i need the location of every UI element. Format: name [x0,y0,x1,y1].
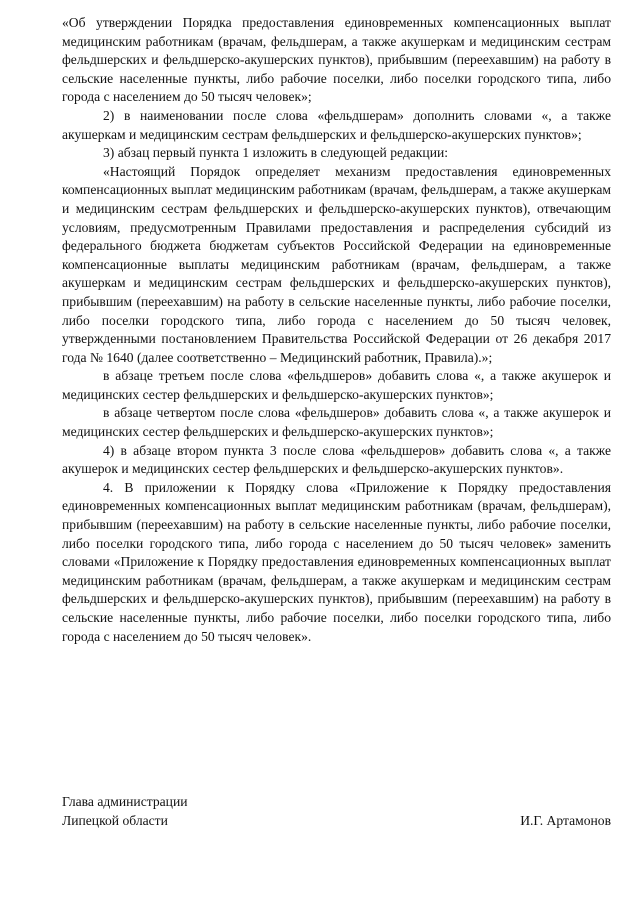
signature-block [62,793,611,830]
paragraph-item-3: 3) абзац первый пункта 1 изложить в следующей редакции: [103,145,449,161]
signatory-title: Глава администрации [62,794,188,809]
paragraph-abzac-third: в абзаце третьем после слова «фельдшеров» добавить слова «, а также акушерок и медицинских сестер фельдшерских и фельдшерско-акушерских пунктов»; [62,368,611,402]
signature-title-line-2 [62,812,611,831]
document-body [62,14,611,646]
paragraph-item-2: 2) в наименовании после слова «фельдшерам» дополнить словами «, а также акушеркам и медицинским сестрам фельдшерских и фельдшерско-акушерских пунктов»; [62,107,611,142]
signatory-region: Липецкой области [62,812,168,828]
paragraph-abzac-fourth: в абзаце четвертом после слова «фельдшеров» добавить слова «, а также акушерок и медицинских сестер фельдшерских и фельдшерско-акушерских пунктов»; [62,405,611,440]
signature-title-line-1 [62,793,611,812]
paragraph-item-4: 4) в абзаце втором пункта 3 после слова «фельдшеров» добавить слова «, а также акушерок и медицинских сестер фельдшерских и фельдшерско-акушерских пунктов». [62,442,611,477]
paragraph-new-wording: «Настоящий Порядок определяет механизм предоставления единовременных компенсационных выплат медицинским работникам (врачам, фельдшерам, а также акушеркам и медицинским сестрам фельдшерских и фельдшерско-акушерских пунктов), отвечающим условиям, предусмотренным Правилами предоставления и распределения субсидий из федерального бюджета бюджетам субъектов Российской Федерации на единовременные компенсационные выплаты медицинским работникам (врачам, фельдшерам, а также акушеркам и медицинским сестрам фельдшерских и фельдшерско-акушерских пунктов), прибывшим (переехавшим) на работу в сельские населенные пункты, либо рабочие поселки, либо поселки городского типа, либо города с населением до 50 тысяч человек, утвержденными постановлением Правительства Российской Федерации от 26 декабря 2017 года № 1640 (далее соответственно – Медицинский работник, Правила).»; [62,163,611,365]
paragraph-title-quote: «Об утверждении Порядка предоставления единовременных компенсационных выплат медицинским работникам (врачам, фельдшерам, а также акушеркам и медицинским сестрам фельдшерских и фельдшерско-акушерских пунктов), прибывшим (переехавшим) на работу в сельские населенные пункты, либо рабочие поселки, либо поселки городского типа, либо города с населением до 50 тысяч человек»; [62,15,611,105]
signatory-name: И.Г. Артамонов [520,812,611,828]
paragraph-section-4: 4. В приложении к Порядку слова «Приложение к Порядку предоставления единовременных компенсационных выплат медицинским работникам (врачам, фельдшерам), прибывшим (переехавшим) на работу в сельские населенные пункты, либо рабочие поселки, либо поселки городского типа, либо города с населением до 50 тысяч человек» заменить словами «Приложение к Порядку предоставления единовременных компенсационных выплат медицинским работникам (врачам, фельдшерам, а также акушеркам и медицинским сестрам фельдшерских и фельдшерско-акушерских пунктов), прибывшим (переехавшим) на работу в сельские населенные пункты, либо рабочие поселки, либо поселки городского типа, либо города с населением до 50 тысяч человек». [62,479,611,644]
